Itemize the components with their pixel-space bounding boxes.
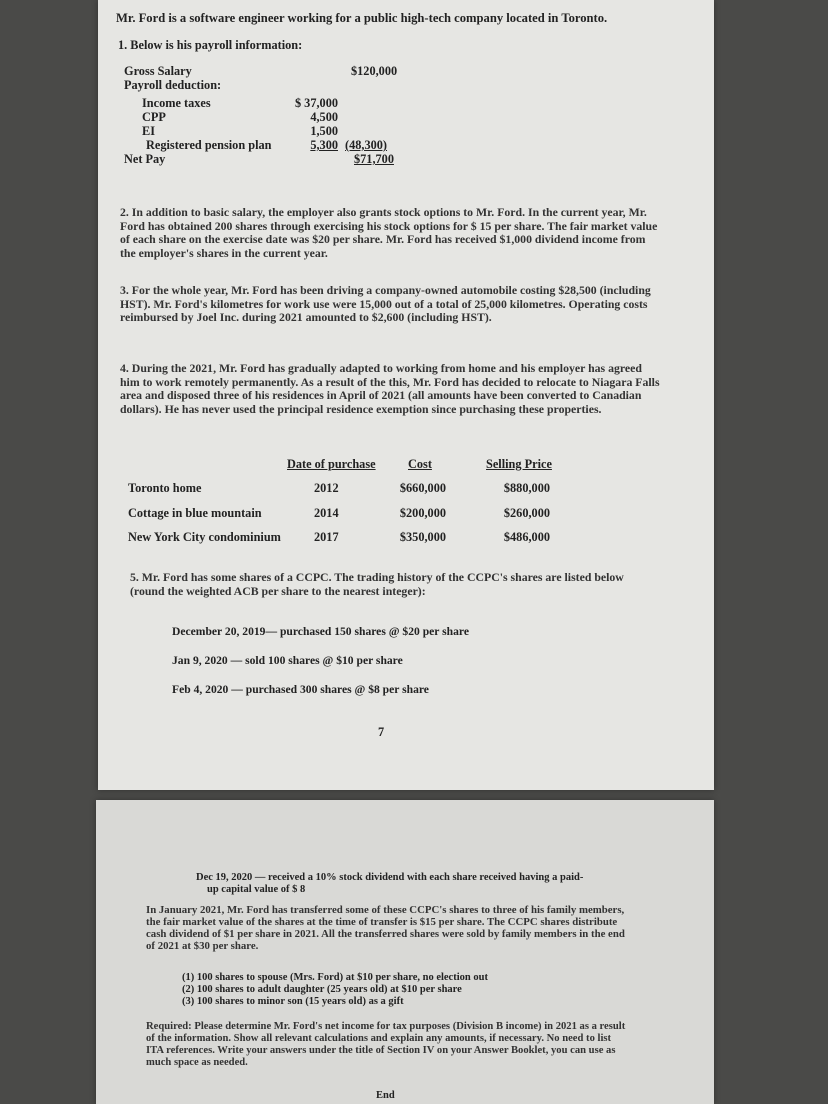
deduction-value: 4,500 — [310, 110, 338, 124]
deduction-label: Income taxes — [142, 96, 211, 110]
deduction-label: EI — [142, 124, 155, 138]
row-name: New York City condominium — [128, 530, 281, 544]
q5-paragraph: 5. Mr. Ford has some shares of a CCPC. The trading history of the CCPC's shares are listed below (round the weighted ACB per share to the nearest integer): — [130, 570, 624, 598]
transfer-item: (2) 100 shares to adult daughter (25 years old) at $10 per share — [182, 984, 462, 995]
col-cost: Cost — [408, 457, 432, 471]
transfer-item: (3) 100 shares to minor son (15 years old) as a gift — [182, 996, 404, 1007]
transfer-item: (1) 100 shares to spouse (Mrs. Ford) at $10 per share, no election out — [182, 972, 488, 983]
q2-paragraph: 2. In addition to basic salary, the employer also grants stock options to Mr. Ford. In the current year, Mr. Ford has obtained 200 shares through exercising his stock options for $ 15 per share. The fair market value of each share on the exercise date was $20 per share. Mr. Ford has received $1,000 dividend income from the employer's shares in the current year. — [120, 205, 658, 260]
gross-salary-label: Gross Salary — [124, 64, 192, 78]
trade-item: December 20, 2019— purchased 150 shares @ $20 per share — [172, 625, 469, 638]
intro-text: Mr. Ford is a software engineer working for a public high-tech company located in Toronto. — [116, 11, 608, 25]
required-paragraph — [146, 1021, 630, 1069]
net-pay-label: Net Pay — [124, 152, 166, 166]
row-price: $260,000 — [503, 506, 550, 520]
page-number: 7 — [378, 725, 385, 739]
row-date: 2014 — [314, 506, 339, 520]
deduction-label: CPP — [142, 110, 166, 124]
trade-item: Feb 4, 2020 — purchased 300 shares @ $8 per share — [172, 683, 429, 696]
row-price: $486,000 — [503, 530, 550, 544]
total-deduction: (48,300) — [345, 138, 388, 152]
net-pay-value: $71,700 — [354, 152, 394, 166]
end-text: End — [376, 1090, 395, 1101]
q1-heading: 1. Below is his payroll information: — [118, 38, 303, 52]
deduction-value: $ 37,000 — [294, 96, 338, 110]
row-name: Cottage in blue mountain — [128, 506, 262, 520]
trade-item: Jan 9, 2020 — sold 100 shares @ $10 per share — [172, 654, 403, 667]
required-label: Required: — [146, 1021, 192, 1032]
col-date: Date of purchase — [287, 457, 376, 471]
page-7 — [98, 0, 714, 790]
deduction-value: 5,300 — [310, 138, 338, 152]
gross-salary-value: $120,000 — [351, 64, 398, 78]
q4-paragraph: 4. During the 2021, Mr. Ford has gradually adapted to working from home and his employer has agreed him to work remotely permanently. As a result of the this, Mr. Ford has decided to relocate to Niagara Falls area and disposed three of his residences in April of 2021 (all amounts have been converted to Canadian dollars). He has never used the principal residence exemption since purchasing these properties. — [120, 361, 660, 416]
row-date: 2017 — [314, 530, 339, 544]
row-date: 2012 — [314, 481, 339, 495]
row-price: $880,000 — [503, 481, 550, 495]
required-text: Please determine Mr. Ford's net income for tax purposes (Division B income) in 2021 as a result of the information. Show all relevant calculations and explain any amounts, if necessary. No need to list ITA references. Write your answers under the title of Section IV on your Answer Booklet, you can use as much space as needed. — [146, 1021, 626, 1068]
dividend-line-1: Dec 19, 2020 — received a 10% stock dividend with each share received having a paid- — [196, 872, 584, 883]
transfer-paragraph: In January 2021, Mr. Ford has transferred some of these CCPC's shares to three of his family members, the fair market value of the shares at the time of transfer is $15 per share. The CCPC shares distribute cash dividend of $1 per share in 2021. All the transferred shares were sold by family members in the end of 2021 at $30 per share. — [146, 904, 625, 952]
dividend-line-2: up capital value of $ 8 — [207, 884, 306, 895]
q3-paragraph: 3. For the whole year, Mr. Ford has been driving a company-owned automobile costing $28,500 (including HST). Mr. Ford's kilometres for work use were 15,000 out of a total of 25,000 kilometres. Operating costs reimbursed by Joel Inc. during 2021 amounted to $2,600 (including HST). — [120, 283, 651, 325]
deduction-label: Registered pension plan — [146, 138, 272, 152]
row-cost: $350,000 — [399, 530, 446, 544]
payroll-deduction-label: Payroll deduction: — [124, 78, 222, 92]
deduction-value: 1,500 — [310, 124, 338, 138]
row-cost: $200,000 — [399, 506, 446, 520]
row-cost: $660,000 — [399, 481, 446, 495]
row-name: Toronto home — [128, 481, 202, 495]
page-8 — [96, 800, 714, 1104]
col-selling-price: Selling Price — [486, 457, 552, 471]
